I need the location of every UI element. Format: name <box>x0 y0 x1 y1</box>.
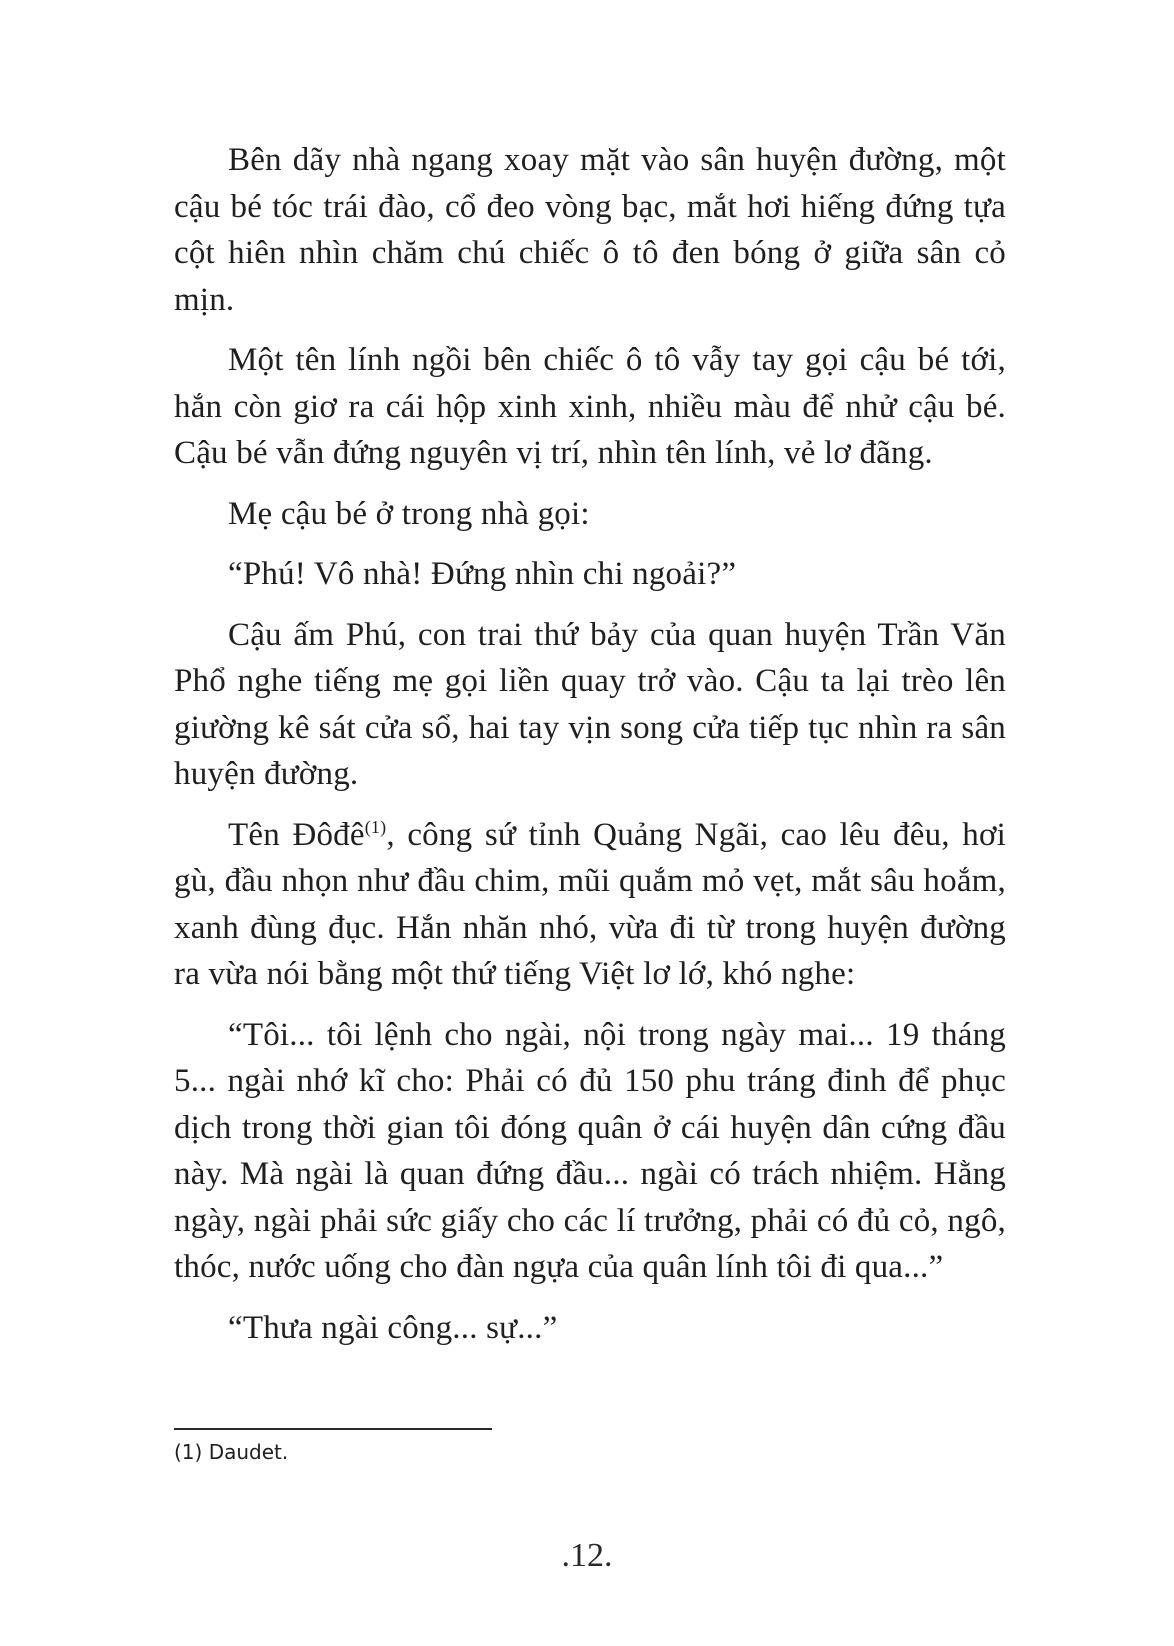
paragraph-7: “Tôi... tôi lệnh cho ngài, nội trong ngày mai... 19 tháng 5... ngài nhớ kĩ cho: Phải có đủ 150 phu tráng đinh để phục dịch trong thời gian tôi đóng quân ở cái huyện dân cứng đầu này. Mà ngài là quan đứng đầu... ngài có trách nhiệm. Hằng ngày, ngài phải sức giấy cho các lí trưởng, phải có đủ cỏ, ngô, thóc, nước uống cho đàn ngựa của quân lính tôi đi qua...” <box>174 1016 1006 1285</box>
footnote: (1) Daudet. <box>174 1440 289 1464</box>
paragraph-5: Cậu ấm Phú, con trai thứ bảy của quan huyện Trần Văn Phổ nghe tiếng mẹ gọi liền quay trở vào. Cậu ta lại trèo lên giường kê sát cửa sổ, hai tay vịn song cửa tiếp tục nhìn ra sân huyện đường. <box>174 616 1006 792</box>
footnote-divider <box>174 1428 492 1430</box>
paragraph-6-start: Tên Đôđê <box>228 816 365 853</box>
body-text <box>174 137 1006 1365</box>
paragraph-3: Mẹ cậu bé ở trong nhà gọi: <box>228 495 590 532</box>
paragraph-6 <box>174 812 1006 998</box>
paragraph-6-rest: , công sứ tỉnh Quảng Ngãi, cao lêu đêu, hơi gù, đầu nhọn như đầu chim, mũi quắm mỏ vẹt, mắt sâu hoắm, xanh đùng đục. Hắn nhăn nhó, vừa đi từ trong huyện đường ra vừa nói bằng một thứ tiếng Việt lơ lớ, khó nghe: <box>174 816 1006 992</box>
paragraph-1: Bên dãy nhà ngang xoay mặt vào sân huyện đường, một cậu bé tóc trái đào, cổ đeo vòng bạc, mắt hơi hiếng đứng tựa cột hiên nhìn chăm chú chiếc ô tô đen bóng ở giữa sân cỏ mịn. <box>174 142 1006 318</box>
paragraph-4: “Phú! Vô nhà! Đứng nhìn chi ngoải?” <box>228 556 737 592</box>
page-number: .12. <box>561 1537 613 1574</box>
paragraph-2: Một tên lính ngồi bên chiếc ô tô vẫy tay gọi cậu bé tới, hắn còn giơ ra cái hộp xinh xinh, nhiều màu để nhử cậu bé. Cậu bé vẫn đứng nguyên vị trí, nhìn tên lính, vẻ lơ đãng. <box>174 342 1006 471</box>
paragraph-8: “Thưa ngài công... sự...” <box>228 1309 558 1346</box>
footnote-reference: (1) <box>364 816 387 837</box>
